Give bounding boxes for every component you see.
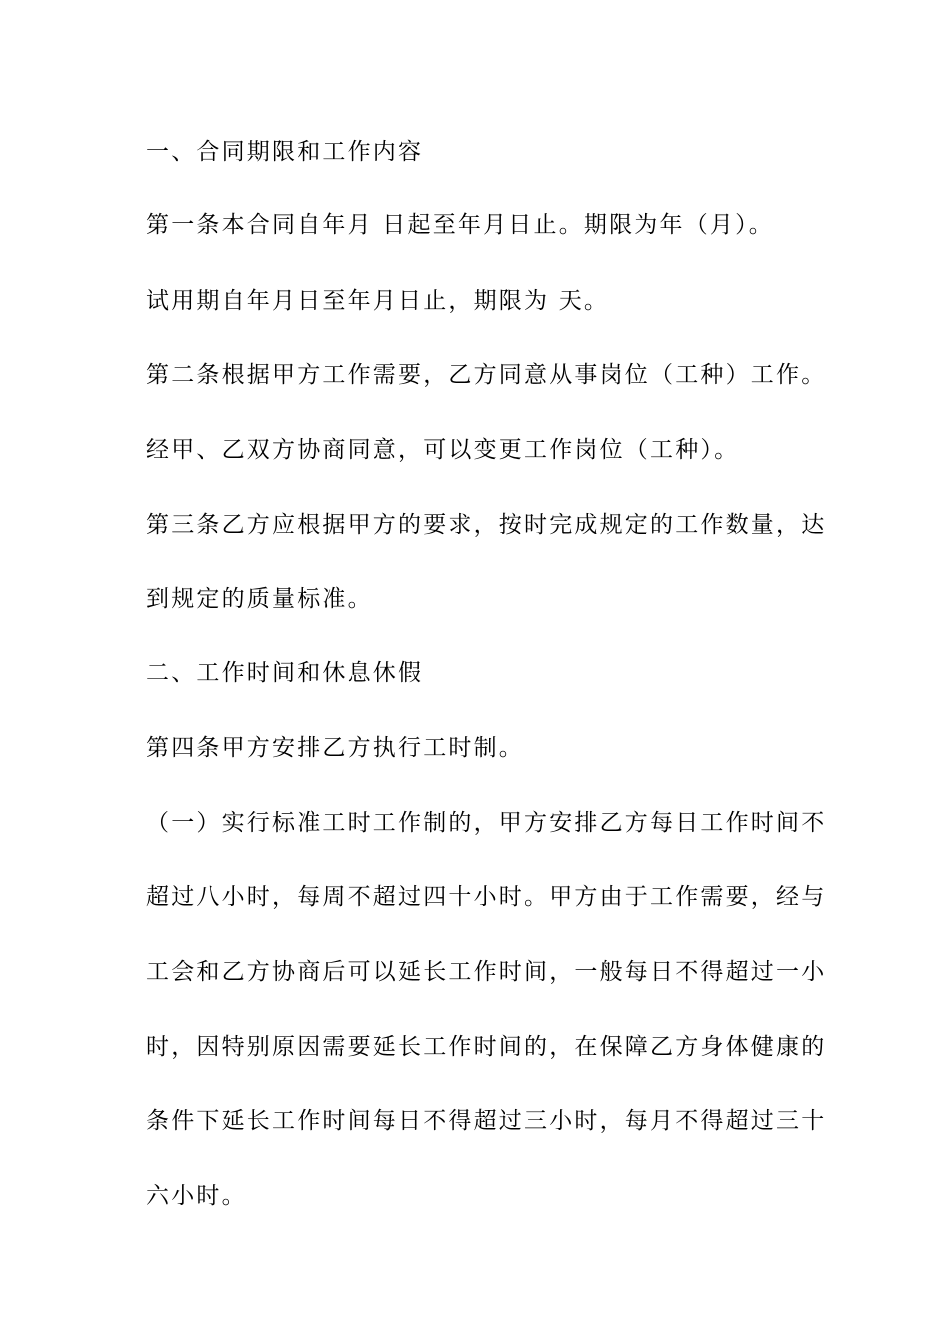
section-heading-contract-term: 一、合同期限和工作内容 [146,139,424,165]
article-3-continued-text: 到规定的质量标准。 [146,586,373,612]
article-1-text: 第一条本合同自年月 日起至年月日止。期限为年（月）。 [146,212,775,238]
article-3-text: 第三条乙方应根据甲方的要求，按时完成规定的工作数量，达 [146,512,827,538]
probation-text: 试用期自年月日至年月日止，期限为 天。 [146,288,610,314]
clause-1-continued-text: 超过八小时，每周不超过四十小时。甲方由于工作需要，经与 [146,884,827,910]
article-4-text: 第四条甲方安排乙方执行工时制。 [146,735,524,761]
clause-1-continued-text: 工会和乙方协商后可以延长工作时间，一般每日不得超过一小 [146,959,827,985]
clause-1-text: （一）实行标准工时工作制的，甲方安排乙方每日工作时间不 [146,810,827,836]
clause-1-continued-text: 条件下延长工作时间每日不得超过三小时，每月不得超过三十 [146,1108,827,1134]
clause-1-end-text: 六小时。 [146,1183,247,1209]
article-2-text: 第二条根据甲方工作需要，乙方同意从事岗位（工种）工作。 [146,362,827,388]
clause-1-continued-text: 时，因特别原因需要延长工作时间的，在保障乙方身体健康的 [146,1034,827,1060]
section-heading-working-hours: 二、工作时间和休息休假 [146,660,424,686]
article-2-continued-text: 经甲、乙双方协商同意，可以变更工作岗位（工种）。 [146,437,740,463]
